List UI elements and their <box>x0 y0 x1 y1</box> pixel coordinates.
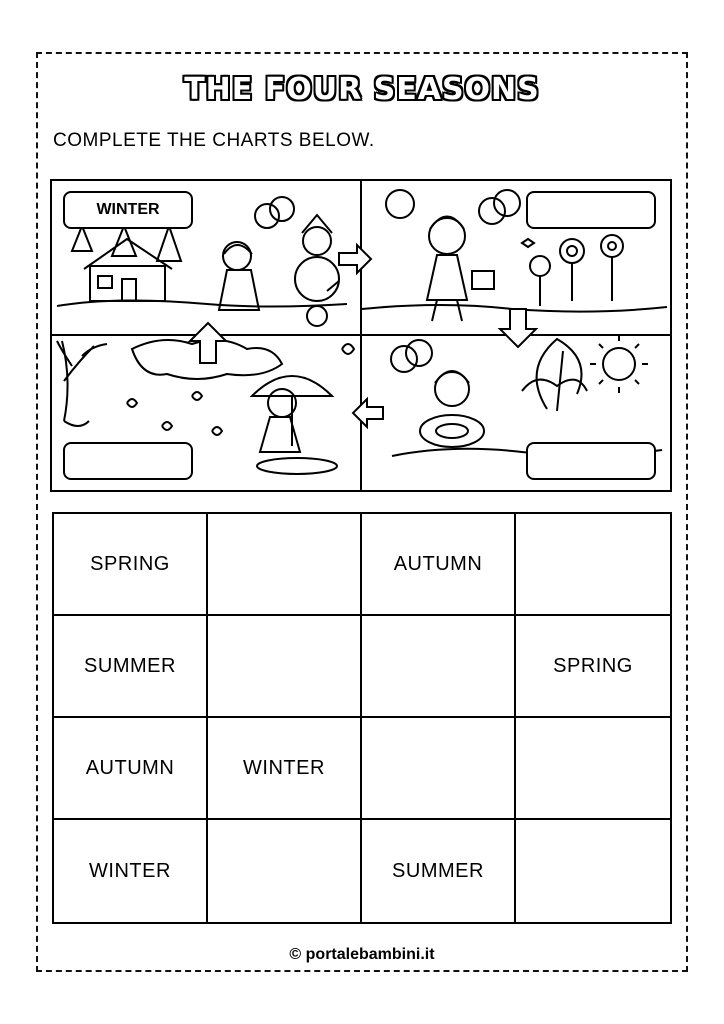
arrow-right-icon <box>339 245 371 273</box>
grid-cell[interactable] <box>362 616 516 718</box>
page-title: THE FOUR SEASONS <box>184 72 540 107</box>
grid-cell[interactable] <box>208 820 362 922</box>
seasons-chart-grid <box>52 512 672 924</box>
grid-cell: AUTUMN <box>362 514 516 616</box>
grid-cell: SUMMER <box>54 616 208 718</box>
grid-cell[interactable] <box>516 514 670 616</box>
grid-cell[interactable] <box>516 820 670 922</box>
seasons-illustration-panel <box>50 179 672 492</box>
grid-cell[interactable] <box>208 616 362 718</box>
grid-cell: AUTUMN <box>54 718 208 820</box>
grid-cell[interactable] <box>208 514 362 616</box>
arrow-left-icon <box>353 399 383 427</box>
arrow-down-icon <box>500 309 536 347</box>
summer-scene <box>391 335 662 456</box>
autumn-label-box[interactable] <box>63 442 193 480</box>
grid-cell[interactable] <box>362 718 516 820</box>
grid-cell[interactable] <box>516 718 670 820</box>
grid-cell: SPRING <box>516 616 670 718</box>
grid-cell: WINTER <box>54 820 208 922</box>
grid-cell: SPRING <box>54 514 208 616</box>
footer-credit: © portalebambini.it <box>289 946 435 963</box>
grid-cell: SUMMER <box>362 820 516 922</box>
grid-cell: WINTER <box>208 718 362 820</box>
spring-label-box[interactable] <box>526 191 656 229</box>
winter-label-box: WINTER <box>63 191 193 229</box>
instruction-text: COMPLETE THE CHARTS BELOW. <box>53 130 375 151</box>
summer-label-box[interactable] <box>526 442 656 480</box>
